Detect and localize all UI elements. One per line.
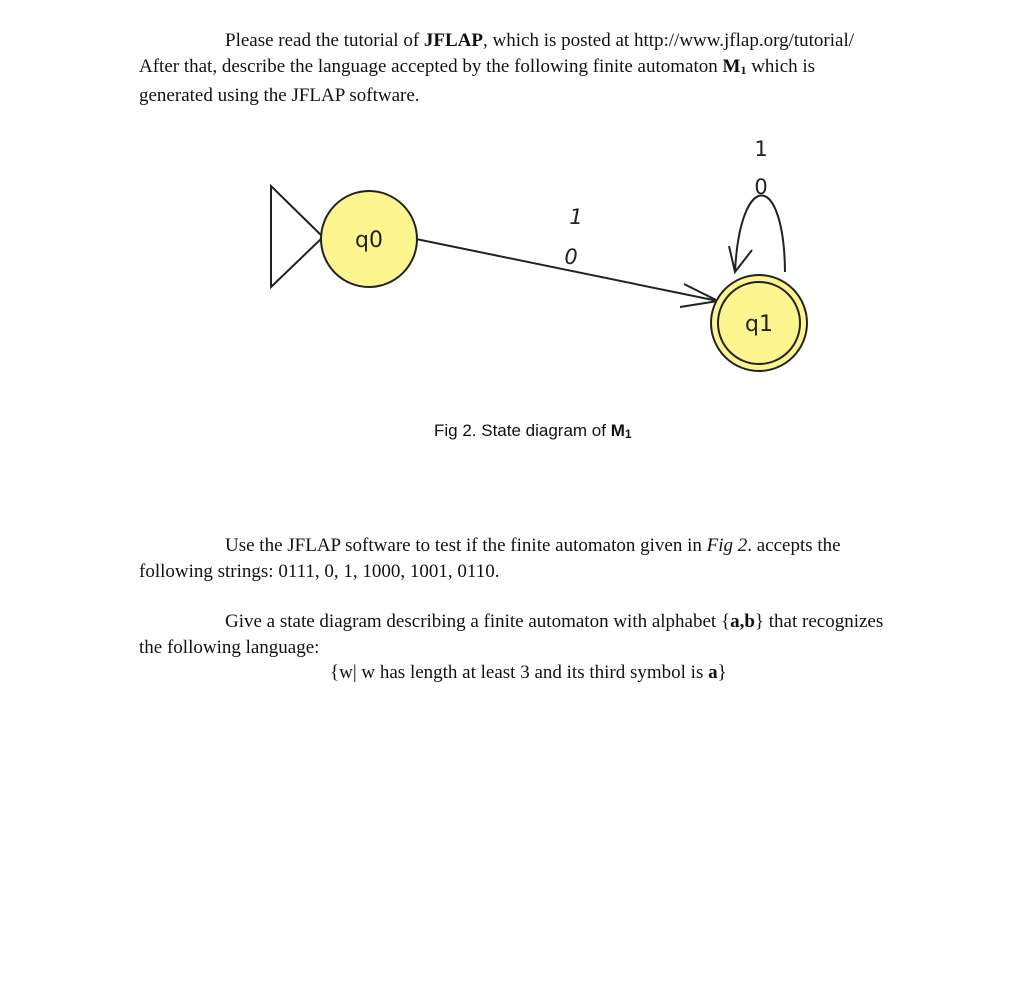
intro-text-1: Please read the tutorial of (225, 30, 424, 51)
transition-q1-self-loop (735, 196, 785, 273)
transition-q0-q1-arrowhead (680, 284, 718, 307)
self-loop-symbol-2: 0 (754, 175, 768, 199)
lang-symbol: a (708, 662, 718, 683)
language-definition (330, 660, 727, 685)
q3-text-1: Give a state diagram describing a finite automaton with alphabet { (225, 611, 731, 632)
fig-reference: Fig 2 (706, 535, 748, 556)
intro-text-3: After that, describe the language accepted by the following finite automaton (139, 55, 723, 77)
self-loop-arrowhead (729, 246, 752, 272)
q3-text-3: the following language: (139, 636, 320, 658)
question-3-paragraph (139, 609, 959, 660)
intro-text-2: , which is posted at http://www.jflap.org/tutorial/ (483, 30, 854, 51)
q3-text-2: } that recognizes (754, 611, 884, 632)
q2-text-1: Use the JFLAP software to test if the finite automaton given in (225, 535, 707, 556)
caption-machine: $M_1$ (610, 421, 632, 441)
q2-text-2: . accepts the (747, 535, 841, 556)
lang-text-2: } (717, 662, 727, 683)
transition-q0-q1-symbol-1: 1 (569, 205, 583, 229)
question-2-paragraph (139, 533, 959, 584)
transition-q0-q1-symbol-2: 0 (564, 245, 578, 269)
lang-text-1: {w| w has length at least 3 and its third symbol is (330, 662, 709, 683)
tool-name: JFLAP (423, 30, 484, 51)
q2-test-strings: following strings: 0111, 0, 1, 1000, 1001, 0110. (139, 560, 500, 582)
self-loop-symbol-1: 1 (754, 137, 768, 161)
alphabet: a,b (730, 611, 755, 632)
state-q1-label: q1 (745, 312, 773, 337)
intro-text-4: which is (746, 55, 816, 77)
machine-name: $M_1$ (722, 55, 747, 77)
initial-state-arrow (271, 186, 323, 287)
figure-caption (434, 421, 632, 441)
intro-text-5: generated using the JFLAP software. (139, 85, 420, 106)
caption-text: Fig 2. State diagram of (434, 421, 611, 440)
state-q0-label: q0 (355, 228, 383, 253)
